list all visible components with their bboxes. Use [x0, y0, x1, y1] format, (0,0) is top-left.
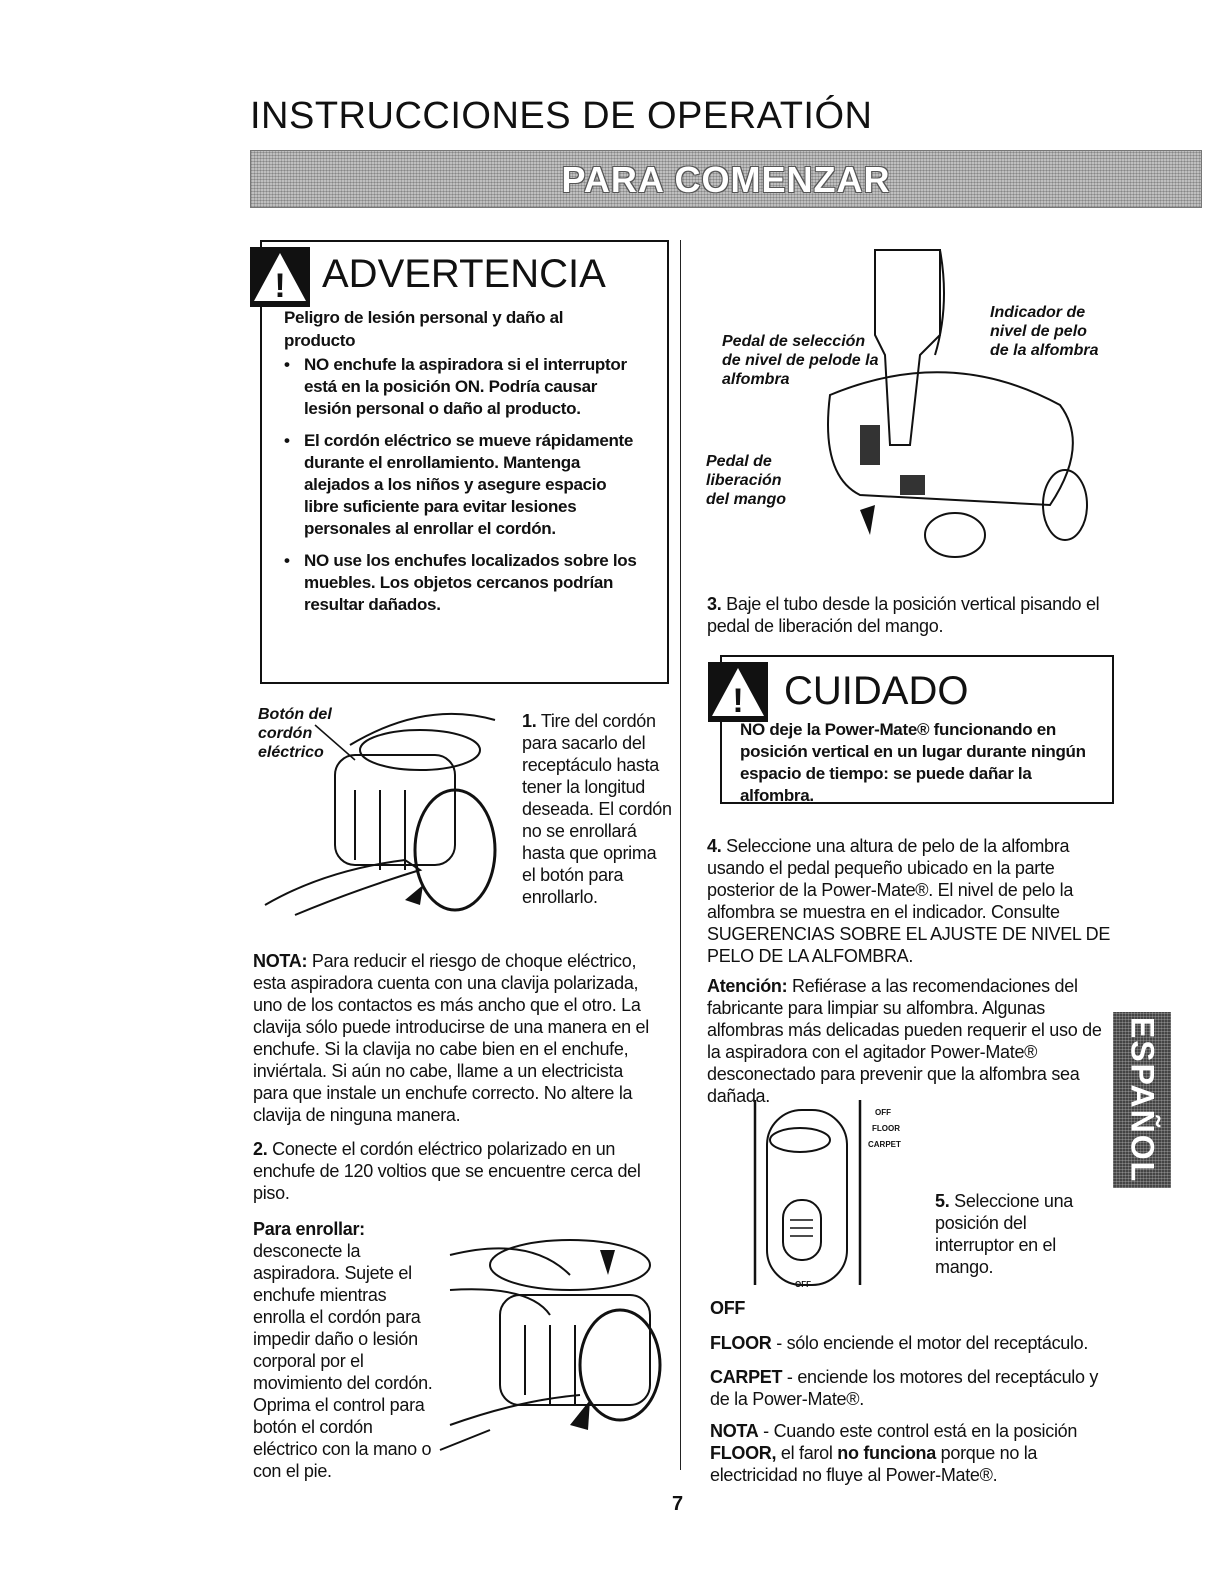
attention-note [707, 975, 1107, 1107]
step-2-number: 2. [253, 1139, 268, 1159]
language-tab-label: ESPAÑOL [1124, 1016, 1161, 1184]
nota2-floor: FLOOR, [710, 1443, 777, 1463]
rewind-label: Para enrollar: [253, 1219, 365, 1239]
rewind-text: desconecte la aspiradora. Sujete el enchufe mientras enrolla el cordón para impedir daño o lesión corporal por el movimiento del cordón. Oprima el control para botón el cordón eléctrico con la mano o con el pie. [253, 1241, 433, 1481]
nota2-bold: no funciona [837, 1443, 936, 1463]
mode-floor-label: FLOOR [710, 1333, 772, 1353]
step-3 [707, 593, 1122, 637]
step-2-text: Conecte el cordón eléctrico polarizado en un enchufe de 120 voltios que se encuentre cerca del piso. [253, 1139, 641, 1203]
caution-text: NO deje la Power-Mate® funcionando en posición vertical en un lugar durante ningún espacio de tiempo: se puede dañar la alfombra. [740, 720, 1086, 805]
warning-triangle-icon [250, 247, 310, 307]
handle-release-pedal-label: Pedal de liberación del mango [706, 453, 787, 508]
mode-floor-text: - sólo enciende el motor del receptáculo. [776, 1333, 1089, 1353]
caution-box [720, 655, 1114, 804]
nota2-label: NOTA [710, 1421, 759, 1441]
switch-floor-label: FLOOR [872, 1124, 900, 1133]
handle-switch-illustration [745, 1095, 875, 1295]
nota2-text2: el farol [780, 1443, 833, 1463]
step-5-number: 5. [935, 1191, 950, 1211]
mode-carpet [710, 1366, 1120, 1410]
language-tab [1113, 1012, 1171, 1188]
nota2-text1: - Cuando este control está en la posición [763, 1421, 1078, 1441]
step-5-text: Seleccione una posición del interruptor en el mango. [935, 1191, 1074, 1277]
page-number: 7 [672, 1493, 684, 1515]
step-2 [253, 1138, 658, 1204]
caution-title: CUIDADO [784, 669, 969, 713]
step-1-number: 1. [522, 711, 537, 731]
warning-bullet: • NO use los enchufes localizados sobre los muebles. Los objetos cercanos podrían resultar dañados. [274, 550, 644, 616]
step-1-text: Tire del cordón para sacarlo del receptáculo hasta tener la longitud deseada. El cordón no se enrollará hasta que oprima el botón para enrollarlo. [522, 711, 672, 907]
page-title: INSTRUCCIONES DE OPERATIÓN [250, 95, 873, 137]
attention-text: Refiérase a las recomendaciones del fabricante para limpiar su alfombra. Algunas alfombras más delicadas pueden requerir el uso de la aspiradora con el agitador Power-Mate® desconectado para prevenir que la alfombra sea dañada. [707, 976, 1102, 1106]
caution-triangle-icon [708, 662, 768, 722]
attention-label: Atención: [707, 976, 788, 996]
step-4-text: Seleccione una altura de pelo de la alfombra usando el pedal pequeño ubicado en la parte posterior de la Power-Mate®. El nivel de pelo la alfombra se muestra en el indicador. Consulte SUGERENCIAS SOBRE EL AJUSTE DE NIVEL DE PELO DE LA ALFOMBRA. [707, 836, 1111, 966]
step-5 [935, 1190, 1095, 1278]
warning-bullet: • El cordón eléctrico se mueve rápidamente durante el enrollamiento. Mantenga alejados a los niños y asegure espacio libre suficiente para evitar lesiones personales al enrollar el cordón. [274, 430, 644, 540]
nota-polarized [253, 950, 658, 1126]
mode-floor [710, 1332, 1120, 1355]
nota-text: Para reducir el riesgo de choque eléctrico, esta aspiradora cuenta con una clavija polarizada, uno de los contactos es más ancho que el otro. La clavija sólo puede introducirse de una manera en el enchufe. Si la clavija no cabe bien en el enchufe, inviértala. Si aún no cabe, llame a un electricista para que instale un enchufe correcto. No altere la clavija de ninguna manera. [253, 951, 649, 1125]
mode-carpet-text: - enciende los motores del receptáculo y de la Power-Mate®. [710, 1367, 1099, 1409]
step-4 [707, 835, 1122, 967]
section-banner [250, 150, 1202, 208]
step-3-number: 3. [707, 594, 722, 614]
rewind-illustration [430, 1225, 670, 1455]
cord-reel-illustration [255, 700, 515, 920]
section-banner-label: PARA COMENZAR [561, 159, 891, 200]
nota-headlight [710, 1420, 1120, 1486]
mode-carpet-label: CARPET [710, 1367, 783, 1387]
switch-carpet-label: CARPET [868, 1140, 901, 1149]
rewind-instructions [253, 1218, 433, 1482]
cord-button-label: Botón del cordón eléctrico [258, 706, 332, 761]
nota2-text3: porque no la electricidad no fluye al Power-Mate®. [710, 1443, 1038, 1485]
step-3-text: Baje el tubo desde la posición vertical pisando el pedal de liberación del mango. [707, 594, 1100, 636]
switch-off-bottom-label: OFF [795, 1280, 811, 1289]
carpet-pedal-label: Pedal de selección de nivel de pelode la alfombra [722, 333, 879, 388]
step-1 [522, 710, 672, 908]
warning-bullet: • NO enchufe la aspiradora si el interruptor está en la posición ON. Podría causar lesión personal o daño al producto. [274, 354, 644, 420]
switch-off-label: OFF [875, 1108, 891, 1117]
column-divider [680, 240, 681, 1470]
mode-off: OFF [710, 1298, 746, 1318]
step-4-number: 4. [707, 836, 722, 856]
warning-box [260, 240, 669, 684]
warning-list [274, 354, 644, 626]
warning-intro: Peligro de lesión personal y daño al producto [284, 308, 564, 350]
svg-text:!: ! [274, 267, 286, 305]
nota-label: NOTA: [253, 951, 308, 971]
carpet-indicator-label: Indicador de nivel de pelo de la alfombra [990, 304, 1099, 359]
power-mate-illustration [790, 245, 1120, 575]
warning-title: ADVERTENCIA [322, 252, 606, 296]
svg-text:!: ! [732, 682, 744, 720]
